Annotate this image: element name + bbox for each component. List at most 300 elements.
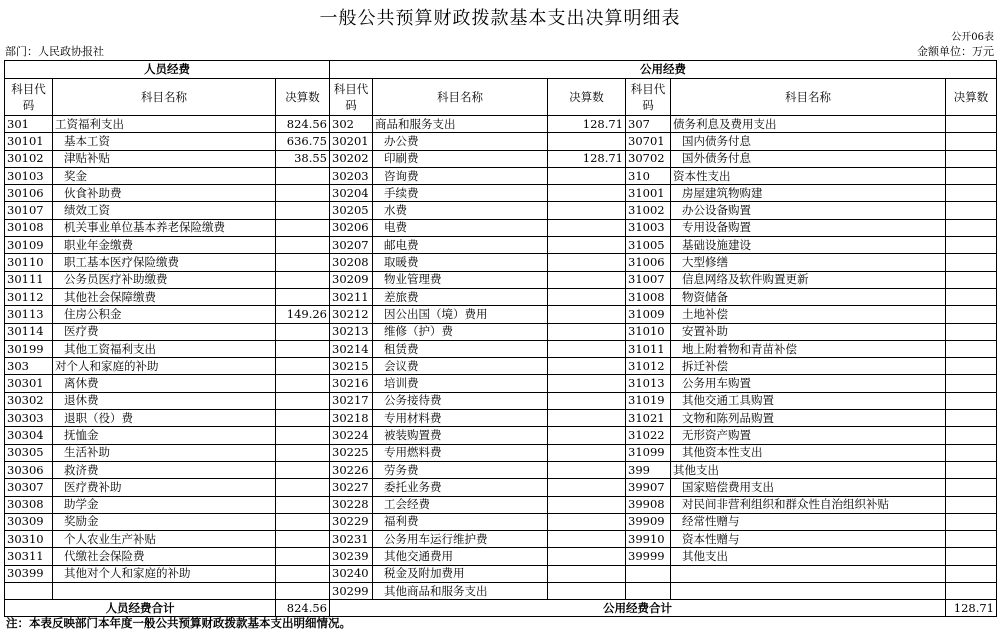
name-cell: 退职（役）费	[53, 410, 276, 427]
amount-cell	[946, 410, 997, 427]
amount-cell	[276, 202, 330, 219]
name-cell: 商品和服务支出	[373, 116, 548, 133]
personnel-total-label: 人员经费合计	[5, 600, 276, 617]
amount-cell	[276, 548, 330, 565]
code-cell: 31099	[626, 444, 671, 461]
name-cell: 公务用车运行维护费	[373, 531, 548, 548]
code-cell: 30228	[330, 496, 373, 513]
amount-cell	[548, 358, 626, 375]
amount-cell	[276, 358, 330, 375]
code-cell: 30206	[330, 219, 373, 236]
code-cell: 31013	[626, 375, 671, 392]
amount-cell	[276, 427, 330, 444]
table-row	[5, 323, 997, 340]
name-cell: 电费	[373, 219, 548, 236]
amount-cell: 38.55	[276, 150, 330, 167]
code-cell: 30701	[626, 133, 671, 150]
code-cell: 30208	[330, 254, 373, 271]
code-cell: 30310	[5, 531, 53, 548]
amount-cell	[548, 185, 626, 202]
name-cell: 经常性赠与	[671, 513, 946, 530]
name-cell: 工资福利支出	[53, 116, 276, 133]
name-cell: 国外债务付息	[671, 150, 946, 167]
name-cell: 抚恤金	[53, 427, 276, 444]
code-cell: 30209	[330, 271, 373, 288]
code-cell: 30231	[330, 531, 373, 548]
amount-cell	[548, 461, 626, 478]
name-cell: 其他商品和服务支出	[373, 583, 548, 600]
amount-cell	[276, 323, 330, 340]
name-cell: 地上附着物和青苗补偿	[671, 340, 946, 357]
amount-cell	[946, 427, 997, 444]
amount-cell	[946, 133, 997, 150]
table-row	[5, 254, 997, 271]
name-cell: 土地补偿	[671, 306, 946, 323]
amount-cell	[276, 410, 330, 427]
amount-cell	[276, 496, 330, 513]
name-cell: 拆迁补偿	[671, 358, 946, 375]
public-total-label: 公用经费合计	[330, 600, 946, 617]
amount-cell	[946, 340, 997, 357]
amount-cell	[548, 202, 626, 219]
amount-cell	[276, 288, 330, 305]
code-cell: 30217	[330, 392, 373, 409]
header-code: 科目代码	[5, 79, 53, 116]
group-header-row	[5, 61, 997, 79]
amount-cell	[276, 219, 330, 236]
code-cell: 30225	[330, 444, 373, 461]
amount-cell	[946, 237, 997, 254]
code-cell: 307	[626, 116, 671, 133]
code-cell: 399	[626, 461, 671, 478]
amount-cell	[946, 150, 997, 167]
name-cell: 培训费	[373, 375, 548, 392]
amount-cell	[548, 444, 626, 461]
header-amount: 决算数	[946, 79, 997, 116]
amount-cell	[946, 548, 997, 565]
name-cell: 机关事业单位基本养老保险缴费	[53, 219, 276, 236]
amount-cell	[946, 513, 997, 530]
name-cell: 基本工资	[53, 133, 276, 150]
code-cell: 30304	[5, 427, 53, 444]
code-cell: 30114	[5, 323, 53, 340]
amount-cell	[946, 271, 997, 288]
code-cell: 31005	[626, 237, 671, 254]
name-cell: 国内债务付息	[671, 133, 946, 150]
amount-cell	[548, 271, 626, 288]
amount-cell	[548, 254, 626, 271]
amount-cell	[276, 254, 330, 271]
name-cell: 资本性支出	[671, 167, 946, 184]
code-cell: 30113	[5, 306, 53, 323]
name-cell	[53, 583, 276, 600]
name-cell: 职工基本医疗保险缴费	[53, 254, 276, 271]
name-cell: 债务利息及费用支出	[671, 116, 946, 133]
table-row	[5, 288, 997, 305]
name-cell: 资本性赠与	[671, 531, 946, 548]
table-row	[5, 548, 997, 565]
name-cell: 安置补助	[671, 323, 946, 340]
code-cell: 30207	[330, 237, 373, 254]
name-cell: 其他支出	[671, 548, 946, 565]
amount-cell	[548, 583, 626, 600]
name-cell: 对个人和家庭的补助	[53, 358, 276, 375]
name-cell: 被装购置费	[373, 427, 548, 444]
code-cell: 30224	[330, 427, 373, 444]
amount-cell	[548, 133, 626, 150]
code-cell: 39999	[626, 548, 671, 565]
name-cell: 文物和陈列品购置	[671, 410, 946, 427]
amount-cell	[946, 202, 997, 219]
amount-cell	[548, 531, 626, 548]
name-cell: 津贴补贴	[53, 150, 276, 167]
code-cell: 30211	[330, 288, 373, 305]
name-cell: 福利费	[373, 513, 548, 530]
name-cell: 其他工资福利支出	[53, 340, 276, 357]
table-row	[5, 116, 997, 133]
amount-cell	[276, 583, 330, 600]
name-cell: 印刷费	[373, 150, 548, 167]
name-cell: 对民间非营利组织和群众性自治组织补贴	[671, 496, 946, 513]
name-cell: 专用设备购置	[671, 219, 946, 236]
amount-cell: 824.56	[276, 116, 330, 133]
amount-cell: 149.26	[276, 306, 330, 323]
name-cell: 信息网络及软件购置更新	[671, 271, 946, 288]
code-cell: 30302	[5, 392, 53, 409]
code-cell: 301	[5, 116, 53, 133]
amount-cell	[276, 479, 330, 496]
amount-cell	[276, 375, 330, 392]
amount-cell	[548, 219, 626, 236]
header-name: 科目名称	[53, 79, 276, 116]
name-cell: 住房公积金	[53, 306, 276, 323]
amount-cell	[946, 392, 997, 409]
code-cell: 30102	[5, 150, 53, 167]
code-cell: 30201	[330, 133, 373, 150]
name-cell: 职业年金缴费	[53, 237, 276, 254]
name-cell: 基础设施建设	[671, 237, 946, 254]
name-cell: 其他社会保障缴费	[53, 288, 276, 305]
table-row	[5, 410, 997, 427]
amount-cell	[276, 167, 330, 184]
name-cell: 办公费	[373, 133, 548, 150]
name-cell: 公务用车购置	[671, 375, 946, 392]
code-cell: 30203	[330, 167, 373, 184]
amount-cell	[946, 583, 997, 600]
amount-cell	[276, 444, 330, 461]
code-cell: 30227	[330, 479, 373, 496]
code-cell	[5, 583, 53, 600]
name-cell: 其他交通费用	[373, 548, 548, 565]
name-cell: 专用燃料费	[373, 444, 548, 461]
amount-cell	[276, 271, 330, 288]
code-cell: 30399	[5, 565, 53, 582]
code-cell: 31012	[626, 358, 671, 375]
name-cell: 代缴社会保险费	[53, 548, 276, 565]
name-cell: 取暖费	[373, 254, 548, 271]
table-row	[5, 375, 997, 392]
code-cell: 39910	[626, 531, 671, 548]
name-cell: 奖金	[53, 167, 276, 184]
name-cell: 救济费	[53, 461, 276, 478]
table-row	[5, 444, 997, 461]
amount-cell	[276, 237, 330, 254]
amount-cell	[276, 392, 330, 409]
header-name: 科目名称	[671, 79, 946, 116]
amount-cell: 636.75	[276, 133, 330, 150]
amount-cell	[946, 444, 997, 461]
code-cell: 30308	[5, 496, 53, 513]
amount-cell	[548, 548, 626, 565]
table-row	[5, 340, 997, 357]
header-code: 科目代码	[330, 79, 373, 116]
name-cell: 无形资产购置	[671, 427, 946, 444]
code-cell: 31006	[626, 254, 671, 271]
amount-cell	[946, 116, 997, 133]
code-cell: 30311	[5, 548, 53, 565]
amount-cell	[946, 288, 997, 305]
name-cell: 公务接待费	[373, 392, 548, 409]
code-cell: 30204	[330, 185, 373, 202]
header-code: 科目代码	[626, 79, 671, 116]
code-cell: 30107	[5, 202, 53, 219]
code-cell: 39909	[626, 513, 671, 530]
table-row	[5, 150, 997, 167]
name-cell: 医疗费补助	[53, 479, 276, 496]
code-cell: 30299	[330, 583, 373, 600]
name-cell: 维修（护）费	[373, 323, 548, 340]
code-cell: 39907	[626, 479, 671, 496]
amount-cell	[276, 340, 330, 357]
code-cell: 31009	[626, 306, 671, 323]
name-cell: 生活补助	[53, 444, 276, 461]
table-row	[5, 167, 997, 184]
table-row	[5, 531, 997, 548]
footnote: 注：本表反映部门本年度一般公共预算财政拨款基本支出明细情况。	[6, 616, 351, 630]
name-cell: 专用材料费	[373, 410, 548, 427]
code-cell: 30110	[5, 254, 53, 271]
name-cell: 物资储备	[671, 288, 946, 305]
name-cell: 其他交通工具购置	[671, 392, 946, 409]
code-cell: 30303	[5, 410, 53, 427]
name-cell: 公务员医疗补助缴费	[53, 271, 276, 288]
amount-cell	[548, 479, 626, 496]
name-cell: 退休费	[53, 392, 276, 409]
name-cell: 税金及附加费用	[373, 565, 548, 582]
code-cell: 30199	[5, 340, 53, 357]
code-cell: 30202	[330, 150, 373, 167]
code-cell: 31001	[626, 185, 671, 202]
amount-cell	[946, 219, 997, 236]
name-cell: 办公设备购置	[671, 202, 946, 219]
code-cell: 30111	[5, 271, 53, 288]
department-label: 部门：人民政协报社	[5, 45, 104, 58]
amount-cell	[946, 375, 997, 392]
column-header-row	[5, 79, 997, 116]
code-cell: 31002	[626, 202, 671, 219]
code-cell: 31010	[626, 323, 671, 340]
table-row	[5, 358, 997, 375]
code-cell: 30229	[330, 513, 373, 530]
code-cell: 30108	[5, 219, 53, 236]
code-cell: 30109	[5, 237, 53, 254]
name-cell: 绩效工资	[53, 202, 276, 219]
unit-label: 金额单位：万元	[917, 45, 994, 58]
name-cell: 国家赔偿费用支出	[671, 479, 946, 496]
code-cell	[626, 583, 671, 600]
amount-cell	[276, 531, 330, 548]
name-cell: 其他资本性支出	[671, 444, 946, 461]
page-title: 一般公共预算财政拨款基本支出决算明细表	[319, 8, 681, 29]
code-cell: 30306	[5, 461, 53, 478]
amount-cell	[946, 531, 997, 548]
name-cell: 大型修缮	[671, 254, 946, 271]
amount-cell	[548, 237, 626, 254]
code-cell: 39908	[626, 496, 671, 513]
name-cell: 劳务费	[373, 461, 548, 478]
public-total-value: 128.71	[946, 600, 997, 617]
code-cell: 30101	[5, 133, 53, 150]
amount-cell	[548, 392, 626, 409]
code-cell: 30218	[330, 410, 373, 427]
name-cell: 咨询费	[373, 167, 548, 184]
code-cell: 30239	[330, 548, 373, 565]
amount-cell	[946, 479, 997, 496]
amount-cell	[548, 496, 626, 513]
header-name: 科目名称	[373, 79, 548, 116]
amount-cell	[548, 513, 626, 530]
code-cell: 310	[626, 167, 671, 184]
code-cell: 30240	[330, 565, 373, 582]
name-cell: 租赁费	[373, 340, 548, 357]
name-cell: 离休费	[53, 375, 276, 392]
amount-cell	[946, 496, 997, 513]
name-cell	[671, 583, 946, 600]
code-cell: 31008	[626, 288, 671, 305]
amount-cell	[548, 288, 626, 305]
amount-cell	[276, 513, 330, 530]
code-cell: 31019	[626, 392, 671, 409]
code-cell: 303	[5, 358, 53, 375]
code-cell: 30307	[5, 479, 53, 496]
name-cell: 手续费	[373, 185, 548, 202]
group-public: 公用经费	[330, 61, 997, 79]
table-row	[5, 237, 997, 254]
table-number: 公开06表	[951, 32, 994, 43]
amount-cell	[548, 410, 626, 427]
code-cell: 31022	[626, 427, 671, 444]
name-cell	[671, 565, 946, 582]
amount-cell	[946, 565, 997, 582]
amount-cell	[946, 323, 997, 340]
code-cell: 30212	[330, 306, 373, 323]
personnel-total-value: 824.56	[276, 600, 330, 617]
name-cell: 会议费	[373, 358, 548, 375]
amount-cell	[548, 306, 626, 323]
amount-cell	[276, 565, 330, 582]
table-row	[5, 133, 997, 150]
name-cell: 助学金	[53, 496, 276, 513]
table-row	[5, 479, 997, 496]
code-cell: 30215	[330, 358, 373, 375]
amount-cell: 128.71	[548, 150, 626, 167]
code-cell: 30106	[5, 185, 53, 202]
code-cell: 302	[330, 116, 373, 133]
group-personnel: 人员经费	[5, 61, 330, 79]
name-cell: 伙食补助费	[53, 185, 276, 202]
name-cell: 工会经费	[373, 496, 548, 513]
code-cell: 30305	[5, 444, 53, 461]
name-cell: 医疗费	[53, 323, 276, 340]
table-row	[5, 185, 997, 202]
table-row	[5, 271, 997, 288]
name-cell: 委托业务费	[373, 479, 548, 496]
table-row	[5, 392, 997, 409]
amount-cell	[548, 375, 626, 392]
amount-cell	[548, 427, 626, 444]
amount-cell	[946, 254, 997, 271]
amount-cell	[946, 358, 997, 375]
code-cell: 30103	[5, 167, 53, 184]
name-cell: 水费	[373, 202, 548, 219]
table-row	[5, 461, 997, 478]
code-cell: 30213	[330, 323, 373, 340]
name-cell: 房屋建筑物购建	[671, 185, 946, 202]
code-cell: 31011	[626, 340, 671, 357]
table-row	[5, 565, 997, 582]
table-row	[5, 496, 997, 513]
code-cell: 30112	[5, 288, 53, 305]
code-cell: 30702	[626, 150, 671, 167]
name-cell: 物业管理费	[373, 271, 548, 288]
name-cell: 个人农业生产补贴	[53, 531, 276, 548]
name-cell: 其他支出	[671, 461, 946, 478]
amount-cell	[946, 185, 997, 202]
table-row	[5, 427, 997, 444]
name-cell: 奖励金	[53, 513, 276, 530]
name-cell: 邮电费	[373, 237, 548, 254]
code-cell: 31007	[626, 271, 671, 288]
code-cell: 31003	[626, 219, 671, 236]
name-cell: 差旅费	[373, 288, 548, 305]
amount-cell	[946, 306, 997, 323]
amount-cell: 128.71	[548, 116, 626, 133]
table-row	[5, 583, 997, 600]
expenditure-table	[4, 60, 997, 617]
header-amount: 决算数	[548, 79, 626, 116]
code-cell: 30226	[330, 461, 373, 478]
table-row	[5, 202, 997, 219]
name-cell: 因公出国（境）费用	[373, 306, 548, 323]
table-row	[5, 306, 997, 323]
code-cell: 31021	[626, 410, 671, 427]
amount-cell	[548, 565, 626, 582]
amount-cell	[946, 461, 997, 478]
code-cell: 30309	[5, 513, 53, 530]
code-cell: 30216	[330, 375, 373, 392]
code-cell: 30301	[5, 375, 53, 392]
amount-cell	[548, 323, 626, 340]
amount-cell	[276, 461, 330, 478]
amount-cell	[548, 340, 626, 357]
amount-cell	[548, 167, 626, 184]
table-row	[5, 219, 997, 236]
table-row	[5, 513, 997, 530]
code-cell: 30205	[330, 202, 373, 219]
header-amount: 决算数	[276, 79, 330, 116]
amount-cell	[946, 167, 997, 184]
name-cell: 其他对个人和家庭的补助	[53, 565, 276, 582]
